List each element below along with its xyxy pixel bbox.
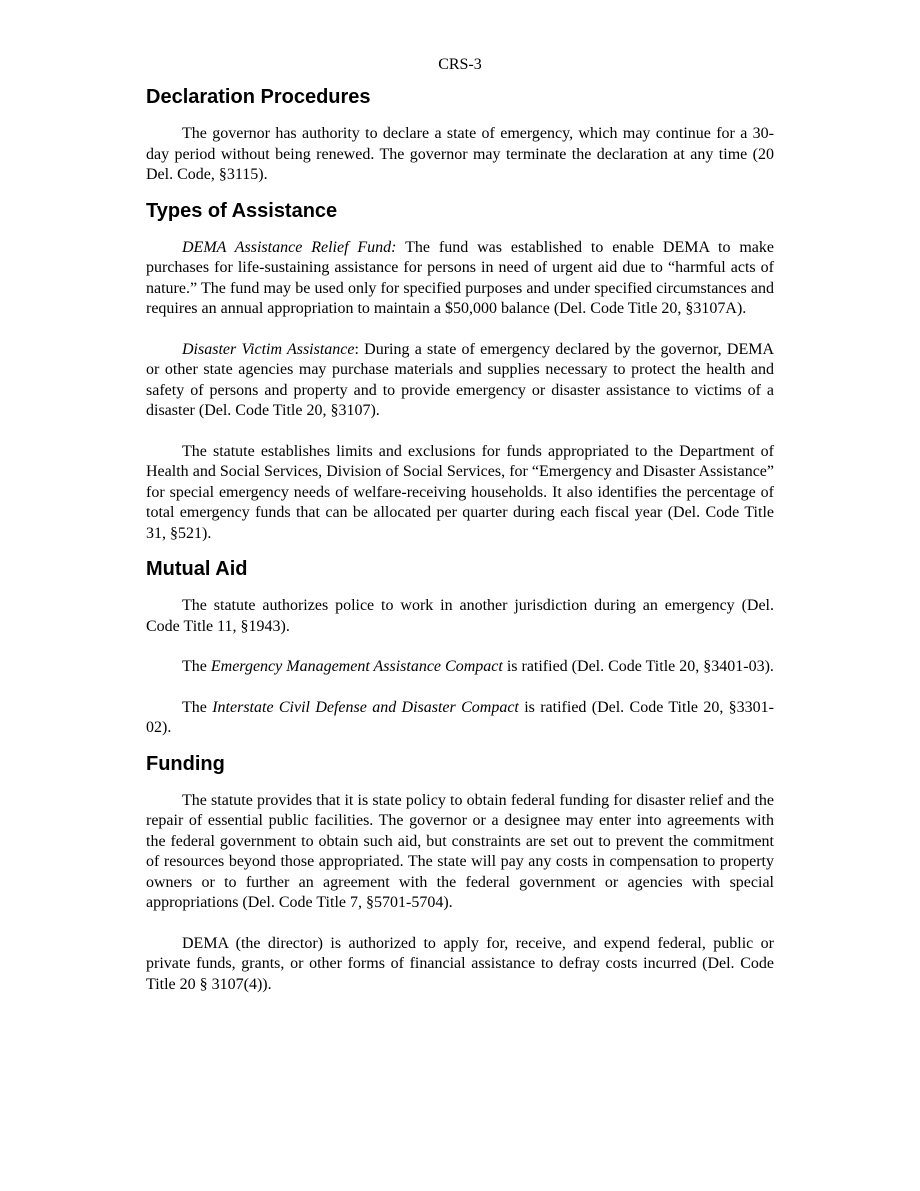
paragraph bbox=[146, 442, 774, 545]
paragraph-italic-lead: Disaster Victim Assistance bbox=[182, 340, 355, 358]
paragraph bbox=[146, 596, 774, 637]
paragraph bbox=[146, 791, 774, 914]
paragraph-text: is ratified (Del. Code Title 20, §3301-02). bbox=[146, 698, 774, 736]
paragraph-pre: The bbox=[182, 698, 213, 716]
paragraph-text: The fund was established to enable DEMA to make purchases for life-sustaining assistance for persons in need of urgent aid due to “harmful acts of nature.” The fund may be used only for specified purposes and under specified circumstances and requires an annual appropriation to maintain a $50,000 balance (Del. Code Title 20, §3107A). bbox=[146, 238, 775, 317]
compact-title: Emergency Management Assistance Compact bbox=[210, 658, 503, 675]
document-page bbox=[146, 54, 774, 1007]
paragraph-text: The governor has authority to declare a state of emergency, which may continue for a 30-day period without being renewed. The governor may terminate the declaration at any time (20 Del. Code, §3115). bbox=[146, 125, 774, 183]
section-heading-mutual-aid: Mutual Aid bbox=[146, 558, 248, 580]
paragraph bbox=[146, 698, 774, 739]
paragraph bbox=[146, 238, 774, 320]
paragraph-text: The statute establishes limits and exclusions for funds appropriated to the Department of Health and Social Services, Division of Social Services, for “Emergency and Disaster Assistance” for special emergency needs of welfare-receiving households. It also identifies the percentage of total emergency funds that can be allocated per quarter during each fiscal year (Del. Code Title 31, §521). bbox=[146, 442, 774, 542]
paragraph bbox=[146, 657, 774, 678]
compact-title: Interstate Civil Defense and Disaster Compact bbox=[212, 698, 519, 716]
section-heading-types-of-assistance: Types of Assistance bbox=[146, 199, 338, 222]
section-heading-declaration-procedures: Declaration Procedures bbox=[146, 86, 371, 108]
paragraph-text: The statute authorizes police to work in another jurisdiction during an emergency (Del. Code Title 11, §1943). bbox=[146, 597, 774, 635]
paragraph bbox=[146, 124, 774, 186]
section-heading-funding: Funding bbox=[146, 752, 225, 775]
paragraph-pre: The bbox=[182, 658, 211, 675]
paragraph-italic-lead: DEMA Assistance Relief Fund: bbox=[182, 238, 397, 256]
paragraph bbox=[146, 934, 774, 996]
paragraph-text: The statute provides that it is state policy to obtain federal funding for disaster relief and the repair of essential public facilities. The governor or a designee may enter into agreements with the federal government to obtain such aid, but constraints are set out to prevent the commitment of resources beyond those appropriated. The state will pay any costs in compensation to property owners or to further an agreement with the federal government or agencies with special appropriations (Del. Code Title 7, §5701-5704). bbox=[146, 791, 774, 911]
paragraph-text: is ratified (Del. Code Title 20, §3401-03). bbox=[502, 658, 774, 675]
page-number: CRS-3 bbox=[438, 56, 482, 73]
paragraph-text: DEMA (the director) is authorized to apply for, receive, and expend federal, public or private funds, grants, or other forms of financial assistance to defray costs incurred (Del. Code Title 20 § 3107(4)). bbox=[146, 934, 774, 993]
paragraph bbox=[146, 340, 774, 422]
paragraph-text: : During a state of emergency declared by the governor, DEMA or other state agencies may purchase materials and supplies necessary to protect the health and safety of persons and property and to provide emergency or disaster assistance to victims of a disaster (Del. Code Title 20, §3107). bbox=[146, 340, 775, 419]
